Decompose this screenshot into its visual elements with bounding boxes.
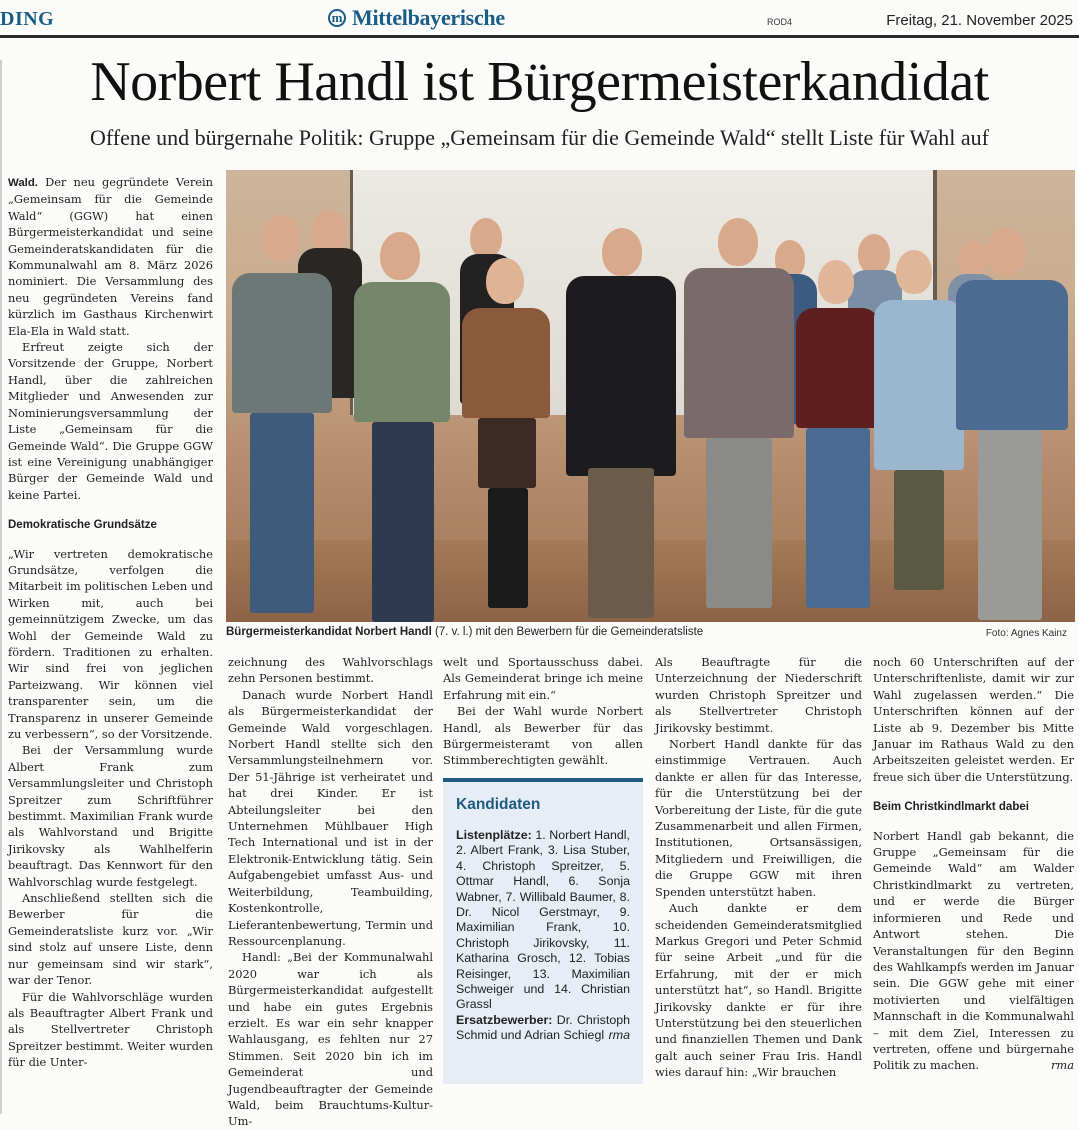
paragraph: Norbert Handl gab bekannt, die Gruppe „Gemeinsam für die Gemeinde Wald“ am Walder Christkindlmarkt zu vertreten, und er werde die Bürger informieren und Rede und Antwort stehen. Die Veranstaltungen für den Beginn des Wahlkampfs werden im Januar sein. Die GGW gehe mit einer motivierten und vielfältigen Mannschaft in die Kommunalwahl – mit dem Ziel, Interessen zu vertreten, offene und bürgernahe Politik zu machen. rma	[873, 828, 1074, 1073]
article-subheadline: Offene und bürgernahe Politik: Gruppe „Gemeinsam für die Gemeinde Wald“ stellt Liste für Wahl auf	[89, 125, 989, 150]
page-edge-divider	[0, 60, 2, 1114]
article-headline: Norbert Handl ist Bürgermeisterkandidat	[90, 51, 989, 113]
paragraph: Auch dankte er dem scheidenden Gemeinderatsmitglied Markus Gregori und Peter Schmid für seine Arbeit „und für die Erfahrung, mit der er mich unterstützt hat“, so Handl. Brigitte Jirikovsky dankte er für ihre Unterstützung bei den steuerlichen und finanziellen Themen und Dank galt auch seiner Frau Iris. Handl wies darauf hin: „Wir brauchen	[655, 901, 862, 1080]
group-photo[interactable]	[226, 170, 1075, 622]
substitutes-list: Dr. Christoph Schmid und Adrian Schiegl	[456, 1012, 630, 1043]
author-signature: rma	[608, 1028, 630, 1043]
paragraph: Erfreut zeigte sich der Vorsitzende der Gruppe, Norbert Handl, über die zahlreichen Mitglieder und Anwesenden zur Nominierungsversammlung der Liste „Gemeinsam für die Gemeinde Wald“. Die Gruppe GGW ist eine Vereinigung unabhängiger Bürger der Gemeinde Wald und keine Partei.	[8, 340, 213, 502]
author-signature: rma	[1050, 1058, 1074, 1073]
section-name: DING	[0, 8, 55, 30]
paragraph: welt und Sportausschuss dabei. Als Gemeinderat bringe ich meine Erfahrung mit ein.“	[443, 655, 643, 702]
caption-bold: Bürgermeisterkandidat Norbert Handl	[226, 626, 432, 638]
paragraph: Für die Wahlvorschläge wurden als Beauftragter Albert Frank und als Stellvertreter Christoph Spreitzer bestimmt. Weiter wurden für die Unter-	[8, 989, 213, 1070]
paragraph: Anschließend stellten sich die Bewerber für die Gemeinderatsliste kurz vor. „Wir sind stolz auf unsere Liste, denn nur gemeinsam sind wir stark“, war der Tenor.	[8, 891, 213, 988]
candidate-list: 1. Norbert Handl, 2. Albert Frank, 3. Lisa Stuber, 4. Christoph Spreitzer, 5. Ottmar Handl, 6. Sonja Wabner, 7. Willibald Baumer, 8. Dr. Nicol Gerstmayr, 9. Maximilian Frank, 10. Christoph Jirikovsky, 11. Katharina Grosch, 12. Tobias Reisinger, 13. Maximilian Schweiger und 14. Christian Grassl	[456, 828, 630, 1012]
masthead	[0, 0, 1079, 36]
publication-logo[interactable]	[328, 5, 505, 31]
logo-badge-icon: m	[328, 9, 346, 27]
paragraph: Als Beauftragte für die Unterzeichnung der Niederschrift wurden Christoph Spreitzer und als Stellvertreter Christoph Jirikovsky bestimmt.	[655, 655, 862, 735]
article-column-2	[228, 654, 433, 1130]
article-column-1	[8, 174, 213, 1071]
list-label: Listenplätze:	[456, 828, 532, 842]
caption-text: (7. v. l.) mit den Bewerbern für die Gemeinderatsliste	[431, 626, 704, 638]
logo-text: Mittelbayerische	[352, 5, 505, 30]
dateline: Wald.	[8, 177, 38, 189]
page-code: ROD4	[767, 17, 793, 27]
issue-date: Freitag, 21. November 2025	[886, 12, 1073, 29]
paragraph: noch 60 Unterschriften auf der Unterschriftenliste, damit wir zur Wahl zugelassen werden.“ Die Unterschriften können auf der Liste ab 9. Dezember bis Mitte Januar im Rathaus Wald zu den Arbeitszeiten geleistet werden. Er freue sich über die Unterstützung.	[873, 655, 1074, 784]
candidates-infobox	[443, 778, 643, 1084]
substitutes-label: Ersatzbewerber:	[456, 1012, 553, 1027]
paragraph: Handl: „Bei der Kommunalwahl 2020 war ich als Bürgermeisterkandidat aufgestellt und habe ein gutes Ergebnis erzielt. Es war ein sehr knapper Wahlausgang, es fehlten nur 27 Stimmen. Seit 2020 bin ich im Gemeinderat und Jugendbeauftragter der Gemeinde Wald, beim Brauchtums-Kultur-Um-	[228, 950, 433, 1129]
section-subheading: Beim Christkindlmarkt dabei	[873, 801, 1029, 814]
article-column-3	[443, 654, 643, 769]
photo-credit: Foto: Agnes Kainz	[985, 628, 1067, 639]
paragraph: Danach wurde Norbert Handl als Bürgermeisterkandidat der Gemeinde Wald vorgeschlagen. Norbert Handl stellte sich den Versammlungsteilnehmern vor. Der 51-Jährige ist verheiratet und hat drei Kinder. Er ist Abteilungsleiter bei den Unternehmen Mühlbauer High Tech International und ist in der Elektronik-Entwicklung tätig. Sein Aufgabengebiet umfasst Aus- und Weiterbildung, Teambuilding, Kostenkontrolle, Lieferantenbewertung, Termin und Ressourcenplanung.	[228, 687, 433, 948]
article-column-4	[655, 654, 862, 1081]
paragraph: „Wir vertreten demokratische Grundsätze, verfolgen die Mitarbeit im politischen Leben und Wirken mit, auch bei gemeinnützigem Zwecke, um das Wohl der Gemeinde Wald zu fördern. Traditionen zu erhalten. Wir sind frei von jeglichen Parteizwang. Wir können viel transparenter sein, um die Transparenz in unserer Gemeinde zu verbessern“, so der Vorsitzende.	[8, 546, 213, 741]
paragraph: Bei der Wahl wurde Norbert Handl, als Bewerber für das Bürgermeisteramt von allen Stimmberechtigten gewählt.	[443, 704, 643, 768]
paragraph: Wald. Der neu gegründete Verein „Gemeinsam für die Gemeinde Wald“ (GGW) hat einen Bürgermeisterkandidat und seine Gemeinderatskandidaten für die Kommunalwahl am 8. März 2026 nominiert. Die Versammlung des neu gegründeten Vereins fand kürzlich im Gasthaus Kirchenwirt Ela-Ela in Wald statt.	[8, 175, 213, 338]
paragraph: zeichnung des Wahlvorschlags zehn Personen bestimmt.	[228, 655, 433, 686]
section-subheading: Demokratische Grundsätze	[8, 519, 157, 532]
photo-caption	[226, 626, 703, 638]
masthead-divider	[0, 35, 1079, 38]
infobox-body	[456, 828, 630, 1044]
infobox-title: Kandidaten	[456, 796, 541, 813]
paragraph: Norbert Handl dankte für das einstimmige Vertrauen. Auch dankte er allen für das Interesse, für die Unterstützung bei der Vorbereitung der Liste, für die gute Zusammenarbeit und allen Firmen, Institutionen, Ortsansässigen, Mitgliedern und Freiwilligen, die die Gruppe GGW mit ihren Spenden unterstützt haben.	[655, 737, 862, 899]
paragraph: Bei der Versammlung wurde Albert Frank zum Versammlungsleiter und Christoph Spreitzer zum Schriftführer bestimmt. Maximilian Frank wurde als Wahlvorstand und Brigitte Jirikovsky als Wahlhelferin beauftragt. Das Kennwort für den Wahlvorschlag wurde festgelegt.	[8, 743, 213, 889]
article-column-5	[873, 654, 1074, 1074]
